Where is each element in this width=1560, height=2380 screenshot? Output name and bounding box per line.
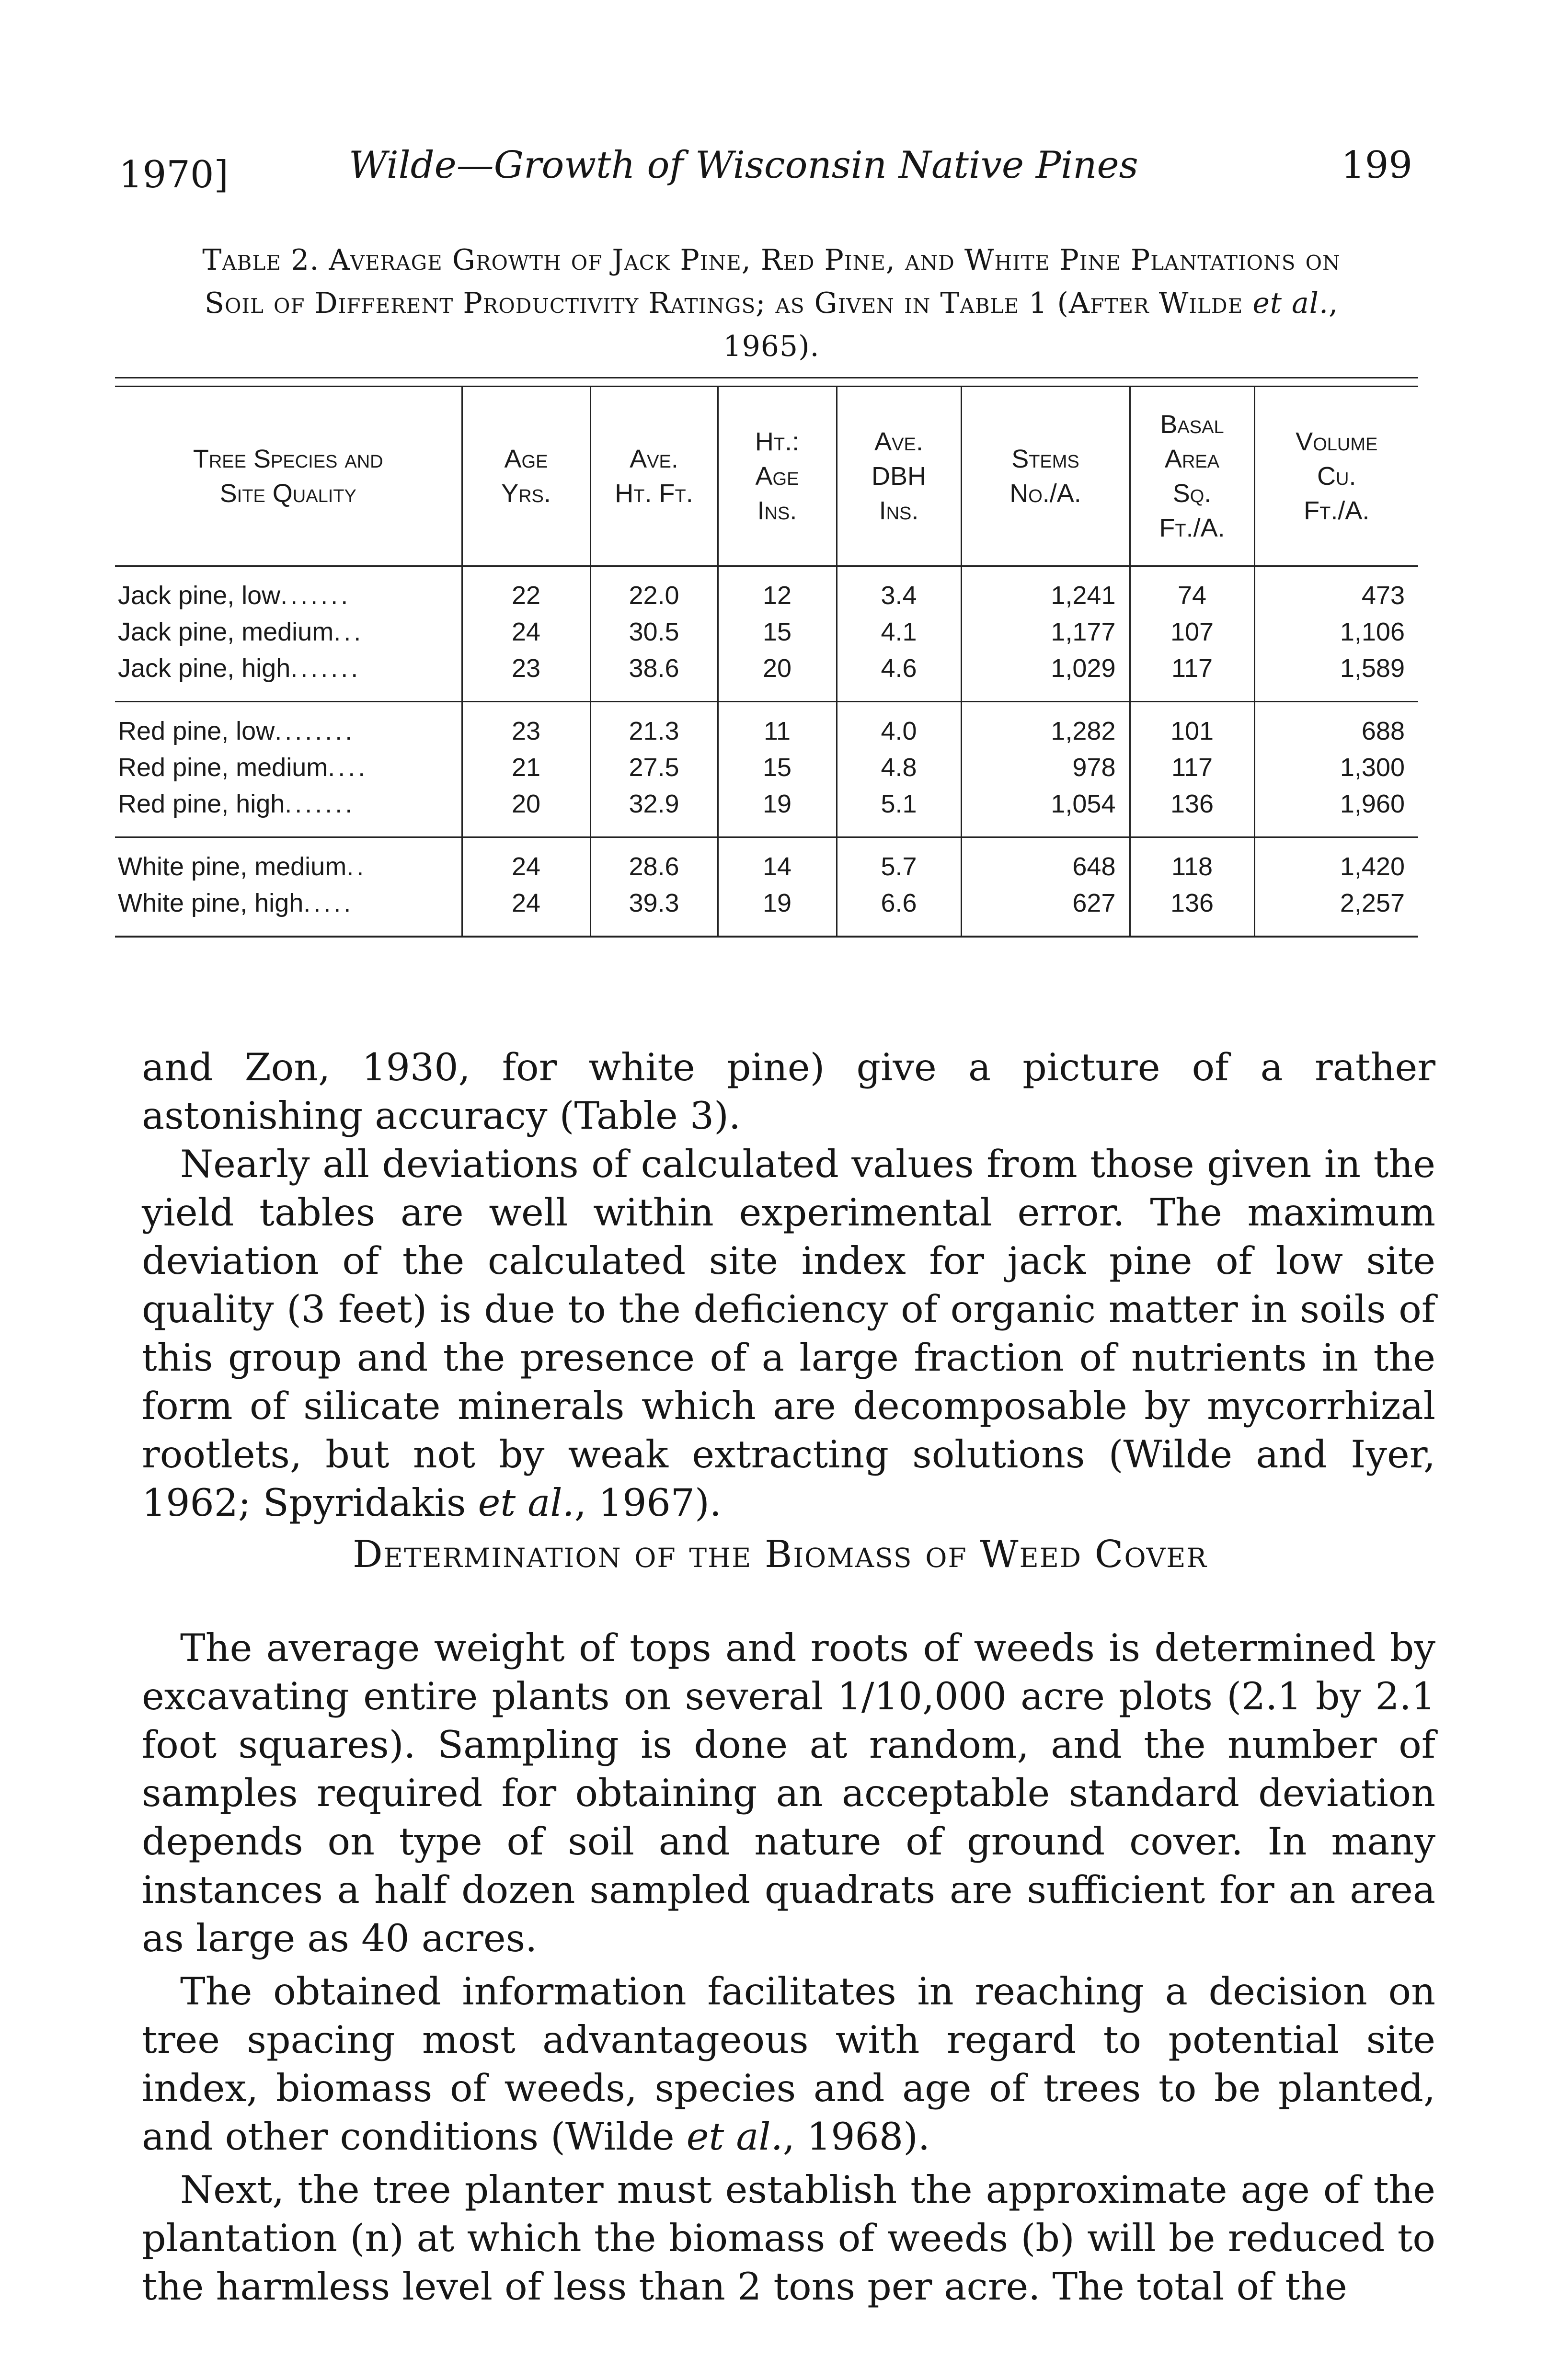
- table-cell-value: [1131, 577, 1253, 614]
- column-header-line: Ft./A.: [1159, 514, 1225, 542]
- cell-text: 20: [511, 790, 541, 818]
- paragraph-4: [142, 1968, 1435, 2161]
- cell-text: 978: [1072, 753, 1116, 782]
- table-cell-value: [118, 848, 461, 885]
- cell-text: Red pine, high: [118, 790, 285, 818]
- cell-text: 1,589: [1340, 654, 1405, 683]
- column-header-line: Ht. Ft.: [615, 479, 693, 508]
- table-cell-value: [463, 713, 589, 749]
- dot-leader: .....: [303, 889, 354, 917]
- table-cell-value: [719, 713, 836, 749]
- table-cell-value: [1131, 885, 1253, 921]
- cell-text: 1,241: [1051, 581, 1116, 610]
- column-header-line: Ins.: [879, 496, 919, 525]
- table-cell-value: [838, 749, 960, 786]
- paragraph-4-etal: et al.: [686, 2115, 783, 2159]
- table-cell-value: [1256, 614, 1405, 650]
- cell-text: 1,960: [1340, 790, 1405, 818]
- cell-text: 1,177: [1051, 618, 1116, 646]
- table-cell-value: [1131, 786, 1253, 822]
- column-header: [1130, 387, 1254, 566]
- column-header-line: Cu.: [1317, 462, 1356, 491]
- cell-text: 648: [1072, 852, 1116, 881]
- cell-text: 15: [762, 618, 792, 646]
- dot-leader: ..: [346, 852, 367, 881]
- dot-leader: .......: [285, 790, 356, 818]
- cell-text: 14: [762, 852, 792, 881]
- paragraph-3: The average weight of tops and roots of weeds is determined by excavating entire plants on several 1/10,000 acre plots (2.1 by 2.1 foot squares). Sampling is done at random, and the number of samples required for obtaining an acceptable standard deviation depends on type of soil and nature of ground cover. In many instances a half dozen sampled quadrats are sufficient for an area as large as 40 acres.: [142, 1626, 1435, 1960]
- table-cell-ht-age: [718, 837, 837, 937]
- table-row-group: [115, 837, 1418, 937]
- cell-text: 136: [1170, 889, 1214, 917]
- cell-text: 101: [1170, 717, 1214, 745]
- cell-text: 1,420: [1340, 852, 1405, 881]
- table-cell-age: [462, 702, 590, 837]
- cell-text: Jack pine, medium: [118, 618, 334, 646]
- column-header: [462, 387, 590, 566]
- cell-text: 2,257: [1340, 889, 1405, 917]
- table-cell-value: [963, 848, 1116, 885]
- table-cell-value: [592, 650, 717, 687]
- column-header-line: DBH: [871, 462, 926, 491]
- cell-text: 117: [1171, 753, 1213, 782]
- column-header: [590, 387, 718, 566]
- cell-text: White pine, medium: [118, 852, 347, 881]
- paragraph-1: and Zon, 1930, for white pine) give a picture of a rather astonishing accuracy (Table 3).: [142, 1045, 1435, 1138]
- column-header-line: Ave.: [630, 445, 678, 473]
- table-cell-value: [838, 848, 960, 885]
- table-cell-value: [1131, 848, 1253, 885]
- table-cell-value: [1256, 650, 1405, 687]
- cell-text: 20: [762, 654, 792, 683]
- table-cell-value: [719, 614, 836, 650]
- section-heading: Determination of the Biomass of Weed Cover: [353, 1533, 1207, 1576]
- cell-text: 22.0: [629, 581, 679, 610]
- cell-text: 3.4: [881, 581, 917, 610]
- table-cell-value: [838, 614, 960, 650]
- table-cell-value: [592, 786, 717, 822]
- column-header: [837, 387, 961, 566]
- cell-text: 32.9: [629, 790, 679, 818]
- body-text-upper: [142, 1043, 1435, 1527]
- running-header: [119, 144, 1412, 201]
- paragraph-4-tail: , 1968).: [782, 2115, 930, 2159]
- table-cell-dbh: [837, 566, 961, 702]
- growth-table: [115, 386, 1418, 938]
- table-cell-species: [115, 837, 462, 937]
- column-header: [718, 387, 837, 566]
- column-header: [961, 387, 1130, 566]
- table-cell-value: [463, 577, 589, 614]
- cell-text: 19: [762, 790, 792, 818]
- column-header-line: Volume: [1296, 427, 1378, 456]
- table-cell-value: [963, 749, 1116, 786]
- cell-text: 4.1: [881, 618, 917, 646]
- table-cell-value: [963, 885, 1116, 921]
- volume-year: 1970]: [119, 153, 229, 196]
- column-header-line: Age: [755, 462, 799, 491]
- table-cell-value: [963, 650, 1116, 687]
- table-cell-value: [1131, 749, 1253, 786]
- table-cell-dbh: [837, 702, 961, 837]
- table-cell-value: [1256, 885, 1405, 921]
- table-header-row: [115, 387, 1418, 566]
- table-cell-value: [838, 885, 960, 921]
- cell-text: 15: [762, 753, 792, 782]
- table-cell-value: [592, 885, 717, 921]
- table-cell-species: [115, 566, 462, 702]
- table-cell-value: [592, 577, 717, 614]
- table-caption: [182, 239, 1361, 368]
- cell-text: 19: [762, 889, 792, 917]
- cell-text: 5.1: [881, 790, 917, 818]
- table-cell-value: [463, 885, 589, 921]
- dot-leader: ........: [275, 717, 356, 745]
- table-cell-value: [592, 614, 717, 650]
- table-cell-value: [719, 650, 836, 687]
- cell-text: 136: [1170, 790, 1214, 818]
- cell-text: Jack pine, high: [118, 654, 291, 683]
- column-header-line: Site Quality: [219, 479, 356, 508]
- caption-etal: et al.: [1252, 286, 1329, 320]
- table-cell-dbh: [837, 837, 961, 937]
- table-cell-stems: [961, 566, 1130, 702]
- table-cell-value: [838, 786, 960, 822]
- table-cell-value: [963, 713, 1116, 749]
- table-cell-value: [1131, 650, 1253, 687]
- column-header-line: Basal: [1160, 410, 1224, 439]
- cell-text: Red pine, low: [118, 717, 275, 745]
- cell-text: 30.5: [629, 618, 679, 646]
- dot-leader: .......: [290, 654, 361, 683]
- table-cell-value: [1256, 749, 1405, 786]
- table-cell-value: [838, 650, 960, 687]
- cell-text: 24: [511, 618, 541, 646]
- cell-text: 28.6: [629, 852, 679, 881]
- table-cell-value: [118, 650, 461, 687]
- paragraph-2-text: Nearly all deviations of calculated values from those given in the yield tables are well within experimental error. The maximum deviation of the calculated site index for jack pine of low site quality (3 feet) is due to the deficiency of organic matter in soils of this group and the presence of a large fraction of nutrients in the form of silicate minerals which are decomposable by mycorrhizal rootlets, but not by weak extracting solutions (Wilde and Iyer, 1962; Spyridakis: [142, 1142, 1435, 1525]
- table-cell-value: [592, 848, 717, 885]
- table-cell-value: [118, 577, 461, 614]
- column-header-line: No./A.: [1009, 479, 1081, 508]
- table-cell-value: [838, 713, 960, 749]
- table-cell-value: [463, 650, 589, 687]
- table-cell-value: [463, 848, 589, 885]
- table-cell-value: [463, 786, 589, 822]
- paragraph-2-tail: , 1967).: [574, 1481, 722, 1525]
- cell-text: 74: [1177, 581, 1207, 610]
- table-cell-species: [115, 702, 462, 837]
- column-header: [115, 387, 462, 566]
- table-cell-height: [590, 566, 718, 702]
- cell-text: 688: [1361, 717, 1405, 745]
- column-header-line: Ht.:: [755, 427, 800, 456]
- table-cell-value: [1256, 713, 1405, 749]
- column-header-line: Ft./A.: [1304, 496, 1370, 525]
- table-cell-value: [1131, 614, 1253, 650]
- table-cell-value: [463, 614, 589, 650]
- cell-text: 4.8: [881, 753, 917, 782]
- table-cell-basal-area: [1130, 566, 1254, 702]
- table-cell-value: [719, 885, 836, 921]
- cell-text: 107: [1170, 618, 1214, 646]
- cell-text: 1,300: [1340, 753, 1405, 782]
- cell-text: 11: [763, 717, 791, 745]
- table-cell-ht-age: [718, 566, 837, 702]
- paragraph-2-etal: et al.: [478, 1481, 574, 1525]
- table-cell-value: [838, 577, 960, 614]
- cell-text: 21: [511, 753, 541, 782]
- paragraph-2: [142, 1140, 1435, 1527]
- table-cell-value: [719, 749, 836, 786]
- cell-text: 1,054: [1051, 790, 1116, 818]
- column-header-line: Age: [504, 445, 548, 473]
- cell-text: 1,282: [1051, 717, 1116, 745]
- table-cell-stems: [961, 702, 1130, 837]
- cell-text: 24: [511, 852, 541, 881]
- caption-text: Table 2. Average Growth of Jack Pine, Red Pine, and White Pine Plantations on Soil of Different Productivity Ratings; as Given in Table 1 (After Wilde: [202, 243, 1341, 320]
- table-cell-basal-area: [1130, 837, 1254, 937]
- table-cell-value: [963, 577, 1116, 614]
- table-cell-height: [590, 702, 718, 837]
- paragraph-5: Next, the tree planter must establish the approximate age of the plantation (n) at which the biomass of weeds (b) will be reduced to the harmless level of less than 2 tons per acre. The total of the: [142, 2168, 1435, 2309]
- table-cell-value: [719, 848, 836, 885]
- table-cell-value: [963, 786, 1116, 822]
- cell-text: 24: [511, 889, 541, 917]
- cell-text: 1,029: [1051, 654, 1116, 683]
- table-cell-volume: [1254, 702, 1418, 837]
- table-cell-value: [963, 614, 1116, 650]
- table-cell-age: [462, 566, 590, 702]
- cell-text: 117: [1171, 654, 1213, 683]
- column-header: [1254, 387, 1418, 566]
- cell-text: 4.0: [881, 717, 917, 745]
- table-cell-value: [1256, 848, 1405, 885]
- cell-text: 23: [511, 717, 541, 745]
- table-row-group: [115, 566, 1418, 702]
- cell-text: 12: [762, 581, 792, 610]
- table-cell-height: [590, 837, 718, 937]
- cell-text: 118: [1171, 852, 1213, 881]
- body-text-lower: [142, 1624, 1435, 2311]
- cell-text: 38.6: [629, 654, 679, 683]
- table-cell-value: [118, 749, 461, 786]
- column-header-line: Tree Species and: [193, 445, 383, 473]
- column-header-line: Stems: [1011, 445, 1079, 473]
- table-cell-ht-age: [718, 702, 837, 837]
- page-number: 199: [1341, 144, 1412, 187]
- table-cell-value: [118, 713, 461, 749]
- cell-text: 23: [511, 654, 541, 683]
- table-cell-value: [1131, 713, 1253, 749]
- table-cell-age: [462, 837, 590, 937]
- cell-text: 627: [1072, 889, 1116, 917]
- table-cell-volume: [1254, 837, 1418, 937]
- column-header-line: Sq.: [1172, 479, 1212, 508]
- column-header-line: Yrs.: [501, 479, 551, 508]
- table-cell-value: [1256, 786, 1405, 822]
- cell-text: 4.6: [881, 654, 917, 683]
- cell-text: 473: [1361, 581, 1405, 610]
- cell-text: 39.3: [629, 889, 679, 917]
- dot-leader: .......: [280, 581, 351, 610]
- table-cell-value: [463, 749, 589, 786]
- cell-text: 1,106: [1340, 618, 1405, 646]
- table-cell-volume: [1254, 566, 1418, 702]
- running-head-title: Wilde—Growth of Wisconsin Native Pines: [349, 144, 1138, 187]
- cell-text: White pine, high: [118, 889, 304, 917]
- table-cell-value: [1256, 577, 1405, 614]
- table-cell-value: [118, 786, 461, 822]
- cell-text: 21.3: [629, 717, 679, 745]
- column-header-line: Ins.: [757, 496, 797, 525]
- cell-text: Jack pine, low: [118, 581, 281, 610]
- cell-text: 22: [511, 581, 541, 610]
- table-cell-stems: [961, 837, 1130, 937]
- dot-leader: ...: [333, 618, 364, 646]
- table-cell-value: [592, 749, 717, 786]
- column-header-line: Area: [1164, 445, 1220, 473]
- dot-leader: ....: [328, 753, 368, 782]
- table-cell-value: [118, 885, 461, 921]
- table-cell-value: [592, 713, 717, 749]
- cell-text: Red pine, medium: [118, 753, 328, 782]
- cell-text: 5.7: [881, 852, 917, 881]
- table-cell-value: [719, 577, 836, 614]
- paragraph-4-text: The obtained information facilitates in reaching a decision on tree spacing most advantageous with regard to potential site index, biomass of weeds, species and age of trees to be planted, and other conditions (Wilde: [142, 1969, 1435, 2159]
- table-cell-value: [719, 786, 836, 822]
- cell-text: 27.5: [629, 753, 679, 782]
- caption-tail: , 1965).: [723, 286, 1339, 363]
- cell-text: 6.6: [881, 889, 917, 917]
- column-header-line: Ave.: [874, 427, 923, 456]
- table-cell-value: [118, 614, 461, 650]
- table-cell-basal-area: [1130, 702, 1254, 837]
- table-row-group: [115, 702, 1418, 837]
